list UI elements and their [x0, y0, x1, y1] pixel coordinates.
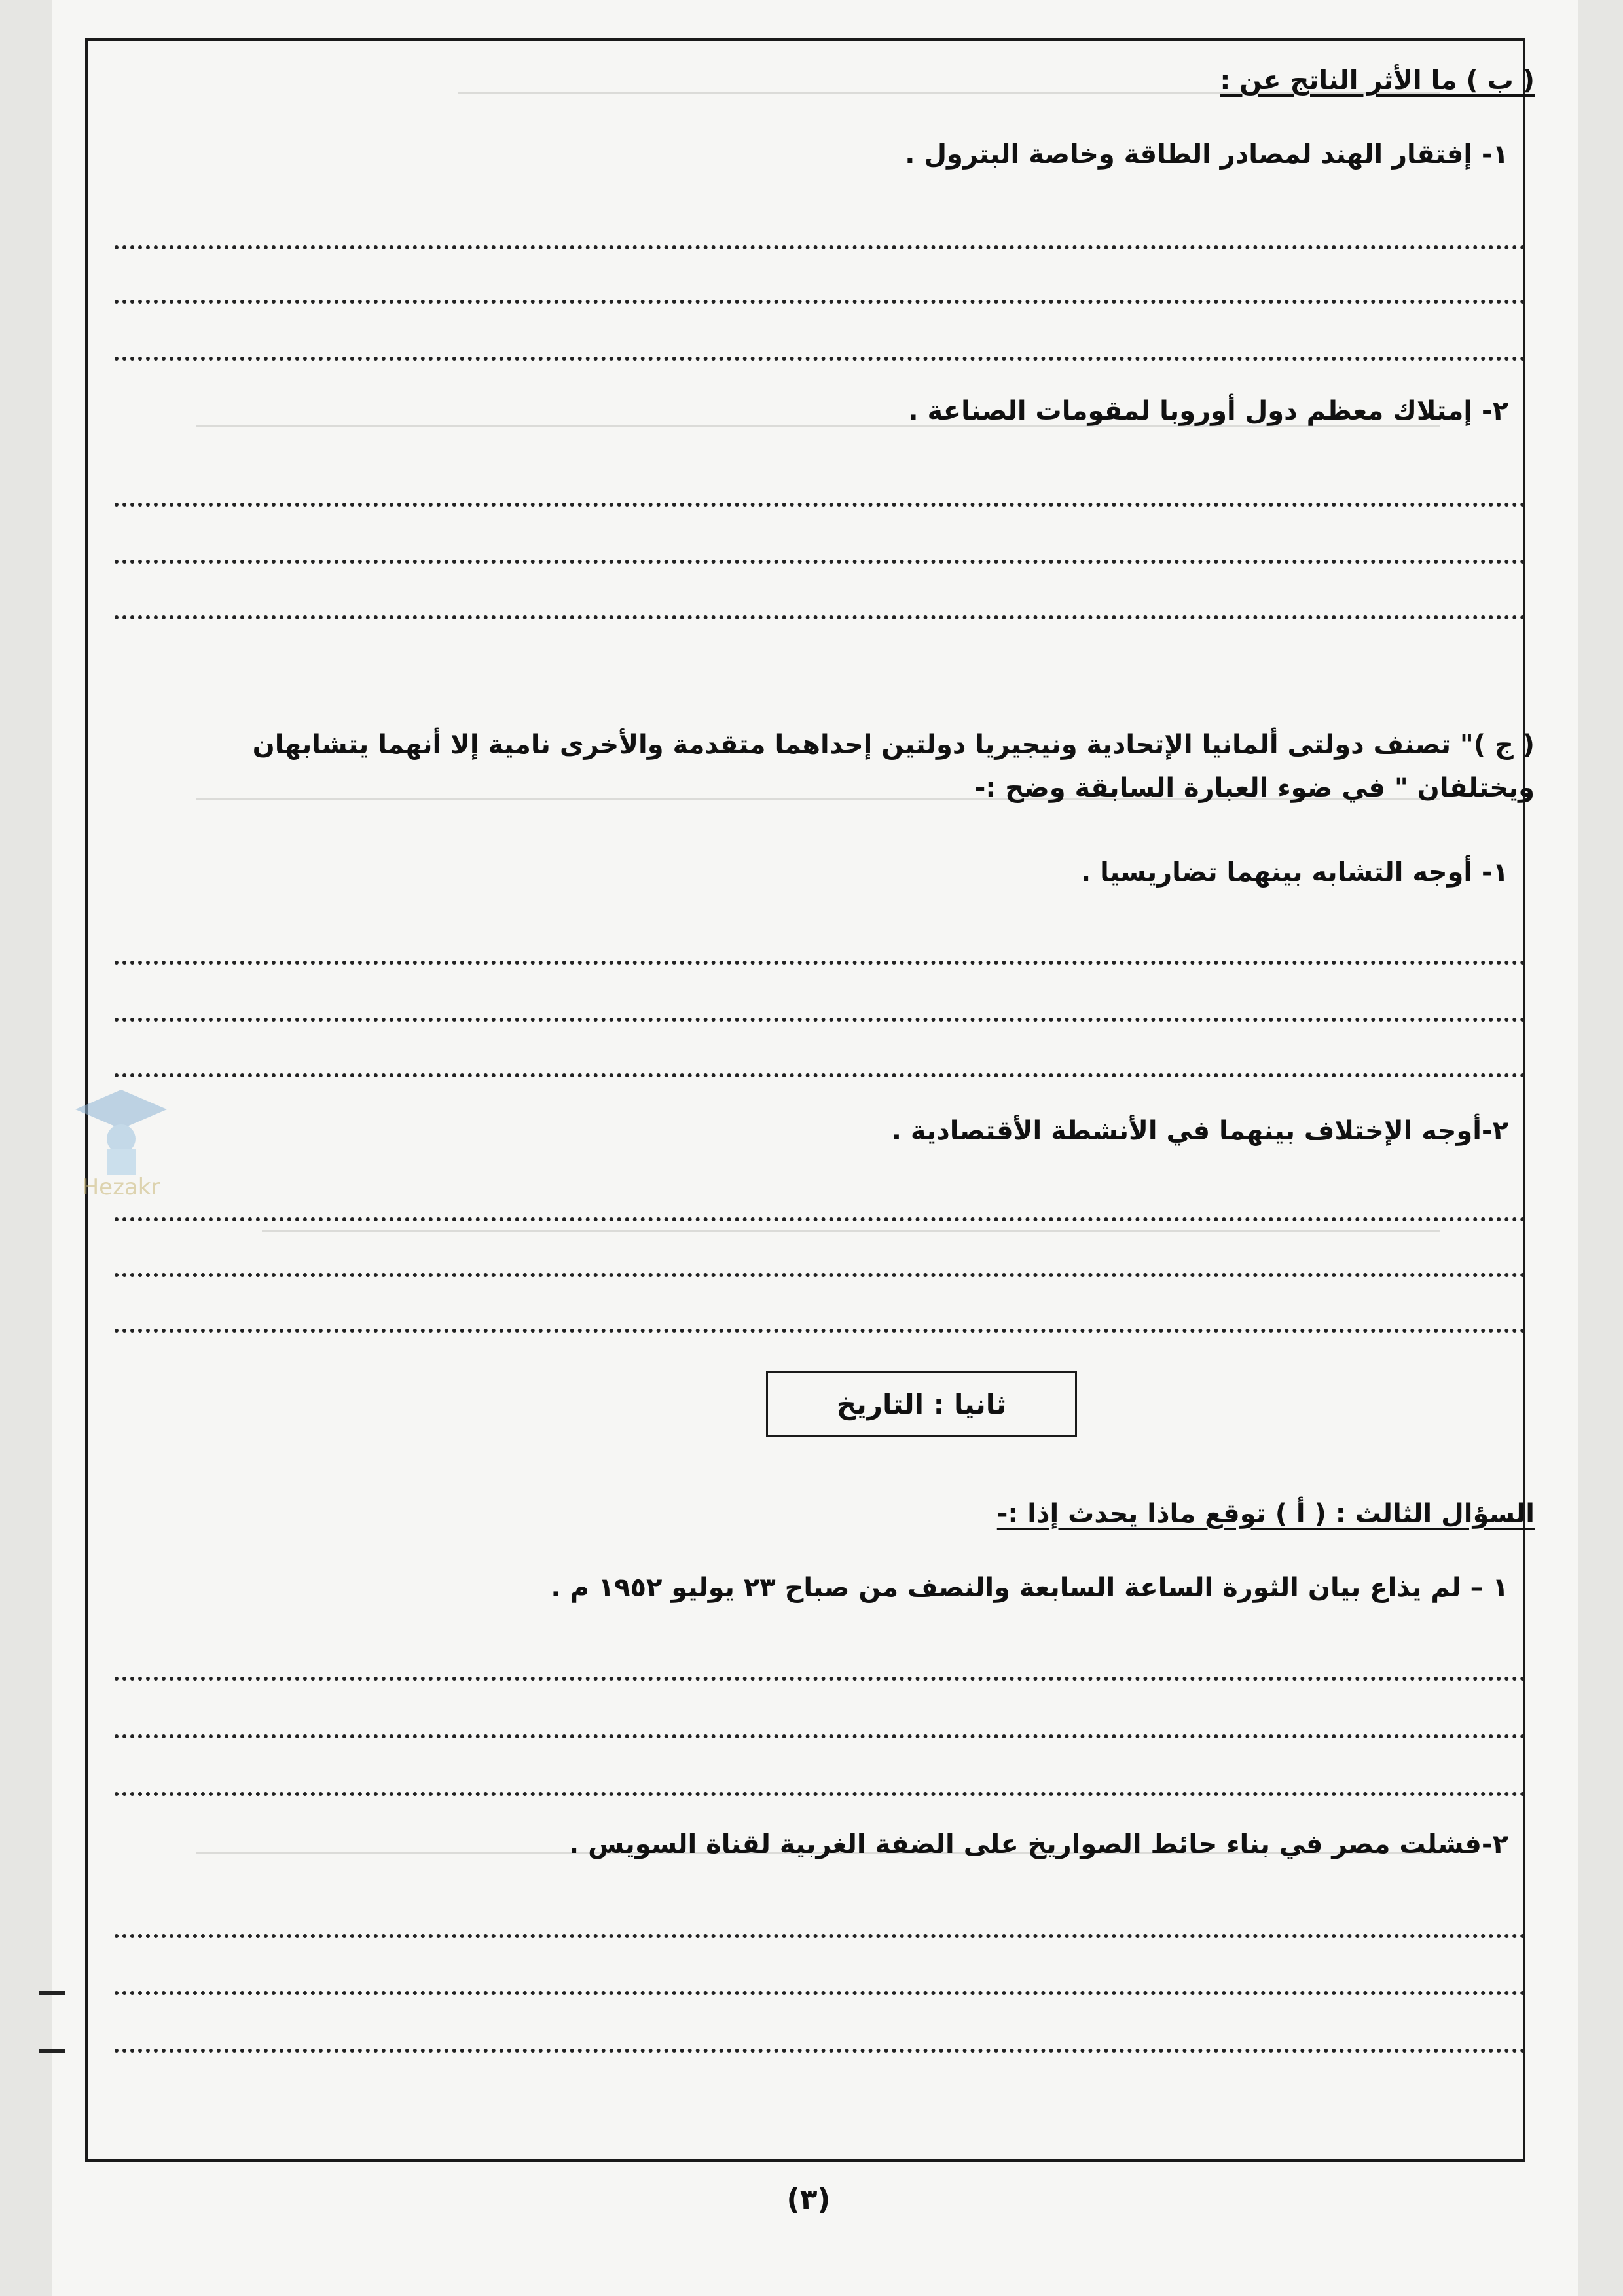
- section-title-history: ثانيا : التاريخ: [766, 1371, 1077, 1437]
- page-number: (٣): [786, 2183, 831, 2216]
- answer-line: [115, 300, 1525, 304]
- watermark-logo-text: Hezakr: [82, 1174, 160, 1200]
- part-b-item-2: ٢- إمتلاك معظم دول أوروبا لمقومات الصناعة .: [908, 396, 1508, 426]
- margin-mark: [39, 2049, 65, 2053]
- answer-line: [115, 1677, 1525, 1681]
- watermark-logo-icon: [56, 1083, 187, 1201]
- answer-line: [115, 961, 1525, 965]
- answer-line: [115, 1934, 1525, 1938]
- answer-line: [115, 2049, 1525, 2053]
- question-3-item-1: ١ – لم يذاع بيان الثورة الساعة السابعة والنصف من صباح ٢٣ يوليو ١٩٥٢ م .: [551, 1573, 1508, 1603]
- answer-line: [115, 357, 1525, 361]
- answer-line: [115, 1273, 1525, 1277]
- margin-mark: [39, 1991, 65, 1995]
- answer-line: [115, 503, 1525, 507]
- part-b-item-1: ١- إفتقار الهند لمصادر الطاقة وخاصة البترول .: [905, 139, 1508, 170]
- answer-line: [115, 1329, 1525, 1333]
- answer-line: [115, 615, 1525, 619]
- part-c-item-2: ٢-أوجه الإختلاف بينهما في الأنشطة الأقتصادية .: [891, 1116, 1508, 1146]
- answer-line: [115, 1792, 1525, 1796]
- part-b-heading: ( ب ) ما الأثر الناتج عن :: [1220, 65, 1535, 96]
- answer-line: [115, 1991, 1525, 1995]
- answer-line: [115, 1734, 1525, 1738]
- question-3-item-2: ٢-فشلت مصر في بناء حائط الصواريخ على الضفة الغربية لقناة السويس .: [569, 1829, 1508, 1859]
- answer-line: [115, 560, 1525, 564]
- answer-line: [115, 1073, 1525, 1077]
- part-c-item-1: ١- أوجه التشابه بينهما تضاريسيا .: [1080, 857, 1508, 888]
- question-3-heading: السؤال الثالث : ( أ ) توقع ماذا يحدث إذا :-: [996, 1499, 1535, 1529]
- part-c-paragraph: ( ج )" تصنف دولتى ألمانيا الإتحادية ونيجيريا دولتين إحداهما متقدمة والأخرى نامية إلا أنهما يتشابهان ويختلفان " في ضوء العبارة السابقة وضح :-: [252, 730, 1535, 803]
- answer-line: [115, 1018, 1525, 1022]
- answer-line: [115, 1217, 1525, 1221]
- answer-line: [115, 245, 1525, 249]
